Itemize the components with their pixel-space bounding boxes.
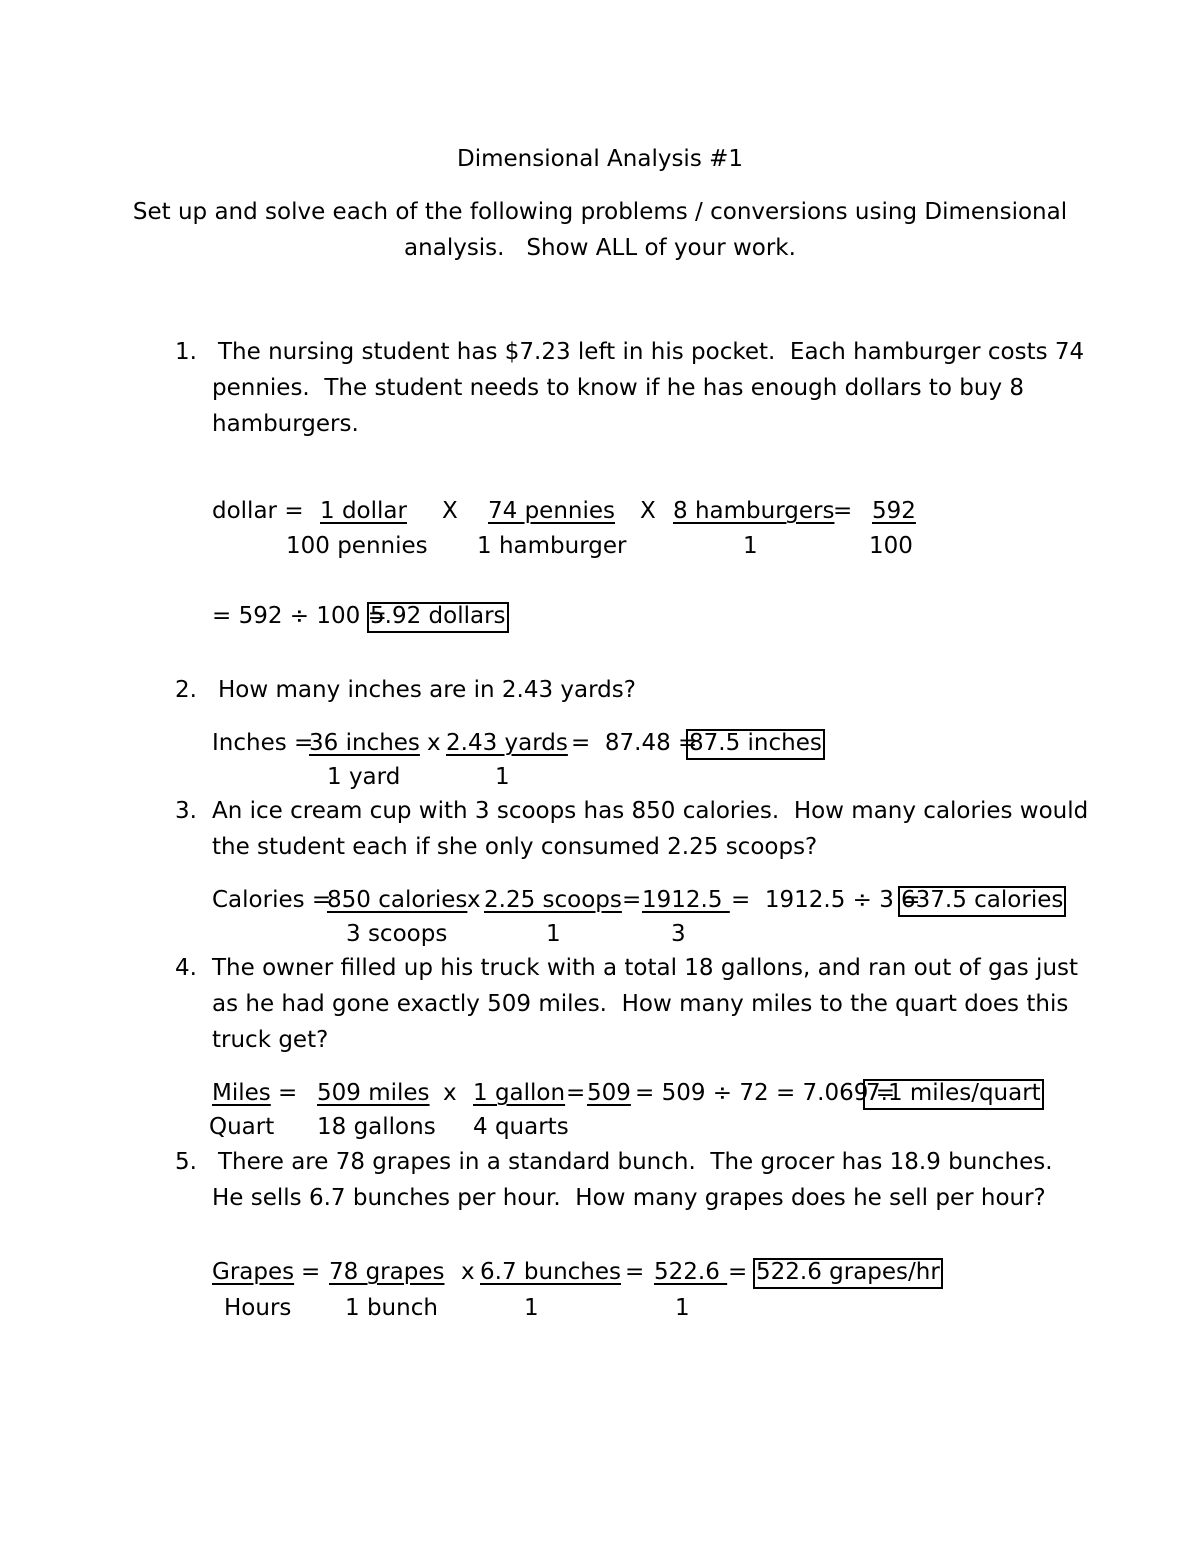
problem-1-equals: = (833, 498, 853, 524)
problem-1-line-2: pennies. The student needs to know if he has enough dollars to buy 8 (212, 375, 1025, 401)
problem-4-line-1: The owner filled up his truck with a total 18 gallons, and ran out of gas just (212, 955, 1079, 981)
problem-4-equals: = (566, 1080, 586, 1106)
problem-1-factor-1-denominator: 100 pennies (286, 533, 428, 559)
problem-3-equals: = (622, 887, 642, 913)
problem-2-factor-2-numerator: 2.43 yards (446, 730, 568, 756)
problem-5-lhs-denominator: Hours (224, 1295, 292, 1321)
problem-2-number: 2. (175, 677, 197, 703)
problem-3-line-2: the student each if she only consumed 2.25 scoops? (212, 834, 818, 860)
problem-3-factor-2-denominator: 1 (546, 921, 561, 947)
problem-3-number: 3. (175, 798, 197, 824)
problem-5-factor-2-denominator: 1 (524, 1295, 539, 1321)
problem-1-calculation: = 592 ÷ 100 = (212, 603, 387, 629)
problem-4-factor-1-numerator: 509 miles (317, 1080, 430, 1106)
problem-5-lhs-numerator: Grapes (212, 1259, 295, 1285)
problem-1-result-denominator: 100 (869, 533, 913, 559)
problem-1-factor-1-numerator: 1 dollar (320, 498, 407, 524)
problem-5-line-2: He sells 6.7 bunches per hour. How many grapes does he sell per hour? (212, 1185, 1046, 1211)
problem-3-lhs: Calories = (212, 887, 332, 913)
problem-2-question: How many inches are in 2.43 yards? (218, 677, 636, 703)
instructions-line-1: Set up and solve each of the following problems / conversions using Dimensional (132, 199, 1068, 225)
problem-1-factor-3-denominator: 1 (743, 533, 758, 559)
problem-1-factor-2-numerator: 74 pennies (488, 498, 616, 524)
problem-4-lhs-denominator: Quart (209, 1114, 275, 1140)
problem-1-times-2: X (640, 498, 656, 524)
problem-4-factor-1-denominator: 18 gallons (317, 1114, 436, 1140)
problem-3-line-1: An ice cream cup with 3 scoops has 850 calories. How many calories would (212, 798, 1089, 824)
problem-2-calculation: = 87.48 = (571, 730, 698, 756)
problem-3-factor-1-numerator: 850 calories (327, 887, 468, 913)
problem-2-factor-1-denominator: 1 yard (327, 764, 401, 790)
problem-2-lhs: Inches = (212, 730, 314, 756)
problem-5-factor-1-numerator: 78 grapes (329, 1259, 445, 1285)
problem-5-lhs-equals: = (301, 1259, 321, 1285)
problem-4-factor-2-numerator: 1 gallon (473, 1080, 566, 1106)
problem-1-line-3: hamburgers. (212, 411, 359, 437)
problem-4-line-2: as he had gone exactly 509 miles. How many miles to the quart does this (212, 991, 1069, 1017)
problem-2-times: x (427, 730, 441, 756)
instructions-line-2: analysis. Show ALL of your work. (404, 235, 796, 261)
problem-4-lhs-equals: = (278, 1080, 298, 1106)
problem-3-answer: 637.5 calories (898, 886, 1066, 917)
problem-4-line-3: truck get? (212, 1027, 329, 1053)
problem-5-result-numerator: 522.6 (654, 1259, 728, 1285)
problem-3-result-denominator: 3 (671, 921, 686, 947)
problem-5-equals: = (625, 1259, 645, 1285)
problem-1-number: 1. (175, 339, 197, 365)
problem-4-answer: 7.1 miles/quart (863, 1079, 1044, 1110)
problem-2-factor-1-numerator: 36 inches (309, 730, 420, 756)
problem-1-result-numerator: 592 (872, 498, 916, 524)
problem-2-factor-2-denominator: 1 (495, 764, 510, 790)
problem-5-result-denominator: 1 (675, 1295, 690, 1321)
problem-1-factor-3-numerator: 8 hamburgers (673, 498, 835, 524)
problem-1-answer: 5.92 dollars (367, 602, 509, 633)
problem-1-line-1: The nursing student has $7.23 left in his pocket. Each hamburger costs 74 (218, 339, 1085, 365)
problem-4-result-numerator: 509 (587, 1080, 631, 1106)
problem-4-calculation: = 509 ÷ 72 = 7.069 = (635, 1080, 895, 1106)
problem-2-answer: 87.5 inches (686, 729, 825, 760)
problem-1-times-1: X (442, 498, 458, 524)
problem-5-answer: 522.6 grapes/hr (753, 1258, 943, 1289)
problem-3-factor-2-numerator: 2.25 scoops (484, 887, 622, 913)
problem-3-result-numerator: 1912.5 (642, 887, 730, 913)
problem-3-factor-1-denominator: 3 scoops (346, 921, 448, 947)
problem-5-factor-1-denominator: 1 bunch (345, 1295, 438, 1321)
problem-5-line-1: There are 78 grapes in a standard bunch. The grocer has 18.9 bunches. (218, 1149, 1053, 1175)
problem-5-factor-2-numerator: 6.7 bunches (480, 1259, 621, 1285)
problem-5-times: x (461, 1259, 475, 1285)
page-title: Dimensional Analysis #1 (456, 146, 744, 172)
problem-5-equals-2: = (728, 1259, 748, 1285)
problem-5-number: 5. (175, 1149, 197, 1175)
problem-4-number: 4. (175, 955, 197, 981)
problem-4-lhs-numerator: Miles (212, 1080, 271, 1106)
problem-1-factor-2-denominator: 1 hamburger (477, 533, 627, 559)
problem-3-times: x (467, 887, 481, 913)
problem-4-times: x (443, 1080, 457, 1106)
problem-3-calculation: = 1912.5 ÷ 3 = (731, 887, 921, 913)
problem-4-factor-2-denominator: 4 quarts (473, 1114, 569, 1140)
problem-1-lhs: dollar = (212, 498, 304, 524)
